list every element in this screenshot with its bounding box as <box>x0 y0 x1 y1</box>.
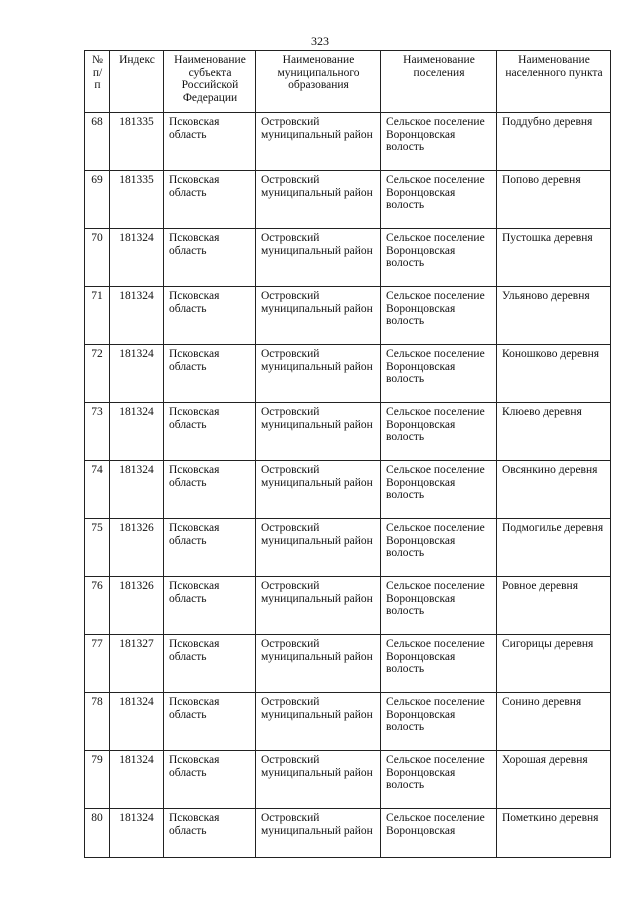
header-settlement: Наименование поселения <box>381 51 497 113</box>
header-index: Индекс <box>110 51 164 113</box>
cell-municipality <box>256 809 381 858</box>
cell-municipality-text: Островский муниципальный район <box>261 406 373 431</box>
cell-index-text: 181335 <box>119 174 154 186</box>
cell-num <box>85 287 110 345</box>
cell-locality-text: Сигорицы деревня <box>502 638 594 650</box>
cell-index <box>110 751 164 809</box>
cell-index-text: 181324 <box>119 406 154 418</box>
table-row <box>85 403 611 461</box>
cell-num <box>85 171 110 229</box>
cell-index-text: 181326 <box>119 522 154 534</box>
cell-locality-text: Ровное деревня <box>502 580 578 592</box>
cell-settlement-text: Сельское поселение Воронцовская волость <box>386 522 485 559</box>
cell-settlement-text: Сельское поселение Воронцовская волость <box>386 464 485 501</box>
cell-subject-text: Псковская область <box>169 638 220 663</box>
cell-locality <box>497 287 611 345</box>
cell-index <box>110 229 164 287</box>
cell-municipality-text: Островский муниципальный район <box>261 232 373 257</box>
table-row <box>85 809 611 858</box>
cell-settlement <box>381 693 497 751</box>
cell-settlement <box>381 171 497 229</box>
cell-subject <box>164 229 256 287</box>
cell-settlement <box>381 519 497 577</box>
header-subject: Наименование субъекта Российской Федерации <box>164 51 256 113</box>
cell-num <box>85 693 110 751</box>
cell-settlement <box>381 809 497 858</box>
cell-index-text: 181324 <box>119 232 154 244</box>
cell-subject-text: Псковская область <box>169 464 220 489</box>
cell-municipality-text: Островский муниципальный район <box>261 754 373 779</box>
cell-locality <box>497 113 611 171</box>
cell-locality-text: Клюево деревня <box>502 406 582 418</box>
cell-locality-text: Пометкино деревня <box>502 812 599 824</box>
cell-locality-text: Попово деревня <box>502 174 581 186</box>
table-body <box>85 113 611 858</box>
cell-num <box>85 519 110 577</box>
cell-subject <box>164 751 256 809</box>
cell-subject <box>164 171 256 229</box>
cell-index <box>110 461 164 519</box>
cell-municipality-text: Островский муниципальный район <box>261 290 373 315</box>
cell-settlement <box>381 113 497 171</box>
cell-municipality <box>256 577 381 635</box>
table-row <box>85 635 611 693</box>
cell-municipality-text: Островский муниципальный район <box>261 638 373 663</box>
cell-num-text: 80 <box>91 812 103 824</box>
cell-municipality-text: Островский муниципальный район <box>261 812 373 837</box>
cell-settlement <box>381 635 497 693</box>
table-row <box>85 113 611 171</box>
cell-municipality <box>256 461 381 519</box>
cell-index <box>110 635 164 693</box>
cell-index <box>110 693 164 751</box>
cell-settlement <box>381 751 497 809</box>
cell-subject <box>164 809 256 858</box>
cell-locality <box>497 403 611 461</box>
cell-index <box>110 519 164 577</box>
cell-num <box>85 751 110 809</box>
cell-locality <box>497 229 611 287</box>
cell-index-text: 181324 <box>119 348 154 360</box>
cell-index-text: 181324 <box>119 754 154 766</box>
cell-subject <box>164 635 256 693</box>
cell-locality <box>497 693 611 751</box>
cell-num-text: 70 <box>91 232 103 244</box>
cell-settlement-text: Сельское поселение Воронцовская волость <box>386 406 485 443</box>
cell-locality <box>497 461 611 519</box>
table-row <box>85 171 611 229</box>
cell-municipality <box>256 345 381 403</box>
cell-municipality <box>256 693 381 751</box>
cell-settlement-text: Сельское поселение Воронцовская волость <box>386 290 485 327</box>
cell-locality-text: Поддубно деревня <box>502 116 593 128</box>
settlements-table <box>84 50 611 858</box>
table-row <box>85 519 611 577</box>
cell-settlement-text: Сельское поселение Воронцовская волость <box>386 348 485 385</box>
cell-settlement-text: Сельское поселение Воронцовская <box>386 812 485 837</box>
cell-num-text: 69 <box>91 174 103 186</box>
cell-subject <box>164 577 256 635</box>
cell-locality <box>497 809 611 858</box>
cell-municipality <box>256 751 381 809</box>
header-row <box>85 51 611 113</box>
cell-num-text: 72 <box>91 348 103 360</box>
cell-index-text: 181324 <box>119 696 154 708</box>
cell-municipality-text: Островский муниципальный район <box>261 174 373 199</box>
cell-num <box>85 635 110 693</box>
table-header <box>85 51 611 113</box>
cell-num-text: 79 <box>91 754 103 766</box>
cell-num-text: 73 <box>91 406 103 418</box>
cell-settlement <box>381 461 497 519</box>
cell-municipality-text: Островский муниципальный район <box>261 696 373 721</box>
cell-subject <box>164 461 256 519</box>
cell-subject-text: Псковская область <box>169 174 220 199</box>
cell-num <box>85 461 110 519</box>
cell-locality <box>497 345 611 403</box>
table-row <box>85 751 611 809</box>
table-row <box>85 461 611 519</box>
cell-index-text: 181326 <box>119 580 154 592</box>
cell-index-text: 181324 <box>119 290 154 302</box>
cell-municipality-text: Островский муниципальный район <box>261 348 373 373</box>
cell-settlement <box>381 287 497 345</box>
cell-locality <box>497 635 611 693</box>
cell-index <box>110 577 164 635</box>
cell-municipality <box>256 635 381 693</box>
cell-municipality <box>256 171 381 229</box>
cell-municipality <box>256 403 381 461</box>
cell-subject <box>164 519 256 577</box>
cell-subject <box>164 693 256 751</box>
cell-municipality-text: Островский муниципальный район <box>261 464 373 489</box>
cell-subject-text: Псковская область <box>169 696 220 721</box>
cell-subject <box>164 113 256 171</box>
table-row <box>85 577 611 635</box>
cell-subject-text: Псковская область <box>169 406 220 431</box>
cell-index <box>110 171 164 229</box>
cell-settlement-text: Сельское поселение Воронцовская волость <box>386 116 485 153</box>
cell-locality-text: Ульяново деревня <box>502 290 590 302</box>
cell-locality <box>497 577 611 635</box>
cell-num <box>85 403 110 461</box>
cell-num-text: 77 <box>91 638 103 650</box>
cell-num <box>85 229 110 287</box>
cell-settlement <box>381 403 497 461</box>
cell-settlement-text: Сельское поселение Воронцовская волость <box>386 638 485 675</box>
cell-locality <box>497 519 611 577</box>
table-row <box>85 287 611 345</box>
cell-settlement-text: Сельское поселение Воронцовская волость <box>386 580 485 617</box>
cell-settlement-text: Сельское поселение Воронцовская волость <box>386 232 485 269</box>
cell-subject <box>164 287 256 345</box>
cell-locality-text: Овсянкино деревня <box>502 464 598 476</box>
cell-municipality <box>256 229 381 287</box>
cell-index-text: 181335 <box>119 116 154 128</box>
cell-locality <box>497 751 611 809</box>
cell-num <box>85 113 110 171</box>
cell-index <box>110 287 164 345</box>
cell-num-text: 74 <box>91 464 103 476</box>
cell-locality-text: Коношково деревня <box>502 348 600 360</box>
cell-municipality <box>256 287 381 345</box>
cell-num-text: 68 <box>91 116 103 128</box>
header-locality: Наименование населенного пункта <box>497 51 611 113</box>
cell-settlement <box>381 229 497 287</box>
cell-settlement <box>381 345 497 403</box>
table-row <box>85 693 611 751</box>
cell-subject-text: Псковская область <box>169 232 220 257</box>
cell-municipality <box>256 519 381 577</box>
cell-subject <box>164 403 256 461</box>
cell-index <box>110 113 164 171</box>
cell-index <box>110 403 164 461</box>
cell-index-text: 181327 <box>119 638 154 650</box>
cell-num <box>85 345 110 403</box>
table-row <box>85 229 611 287</box>
cell-settlement-text: Сельское поселение Воронцовская волость <box>386 696 485 733</box>
header-municipality: Наименование муниципального образования <box>256 51 381 113</box>
cell-locality-text: Сонино деревня <box>502 696 582 708</box>
cell-locality-text: Подмогилье деревня <box>502 522 604 534</box>
cell-subject-text: Псковская область <box>169 348 220 373</box>
cell-municipality <box>256 113 381 171</box>
cell-subject-text: Псковская область <box>169 522 220 547</box>
cell-locality-text: Хорошая деревня <box>502 754 588 766</box>
cell-index-text: 181324 <box>119 812 154 824</box>
cell-settlement-text: Сельское поселение Воронцовская волость <box>386 754 485 791</box>
cell-num-text: 75 <box>91 522 103 534</box>
table-row <box>85 345 611 403</box>
cell-settlement-text: Сельское поселение Воронцовская волость <box>386 174 485 211</box>
cell-index <box>110 809 164 858</box>
cell-subject-text: Псковская область <box>169 290 220 315</box>
cell-num-text: 76 <box>91 580 103 592</box>
cell-num-text: 78 <box>91 696 103 708</box>
cell-index <box>110 345 164 403</box>
cell-subject-text: Псковская область <box>169 580 220 605</box>
header-num: № п/п <box>85 51 110 113</box>
cell-locality-text: Пустошка деревня <box>502 232 593 244</box>
cell-municipality-text: Островский муниципальный район <box>261 580 373 605</box>
cell-index-text: 181324 <box>119 464 154 476</box>
cell-municipality-text: Островский муниципальный район <box>261 522 373 547</box>
cell-num <box>85 577 110 635</box>
cell-locality <box>497 171 611 229</box>
cell-municipality-text: Островский муниципальный район <box>261 116 373 141</box>
page-number: 323 <box>311 34 329 48</box>
cell-subject-text: Псковская область <box>169 812 220 837</box>
cell-num-text: 71 <box>91 290 103 302</box>
cell-subject-text: Псковская область <box>169 754 220 779</box>
cell-settlement <box>381 577 497 635</box>
cell-subject-text: Псковская область <box>169 116 220 141</box>
cell-subject <box>164 345 256 403</box>
cell-num <box>85 809 110 858</box>
